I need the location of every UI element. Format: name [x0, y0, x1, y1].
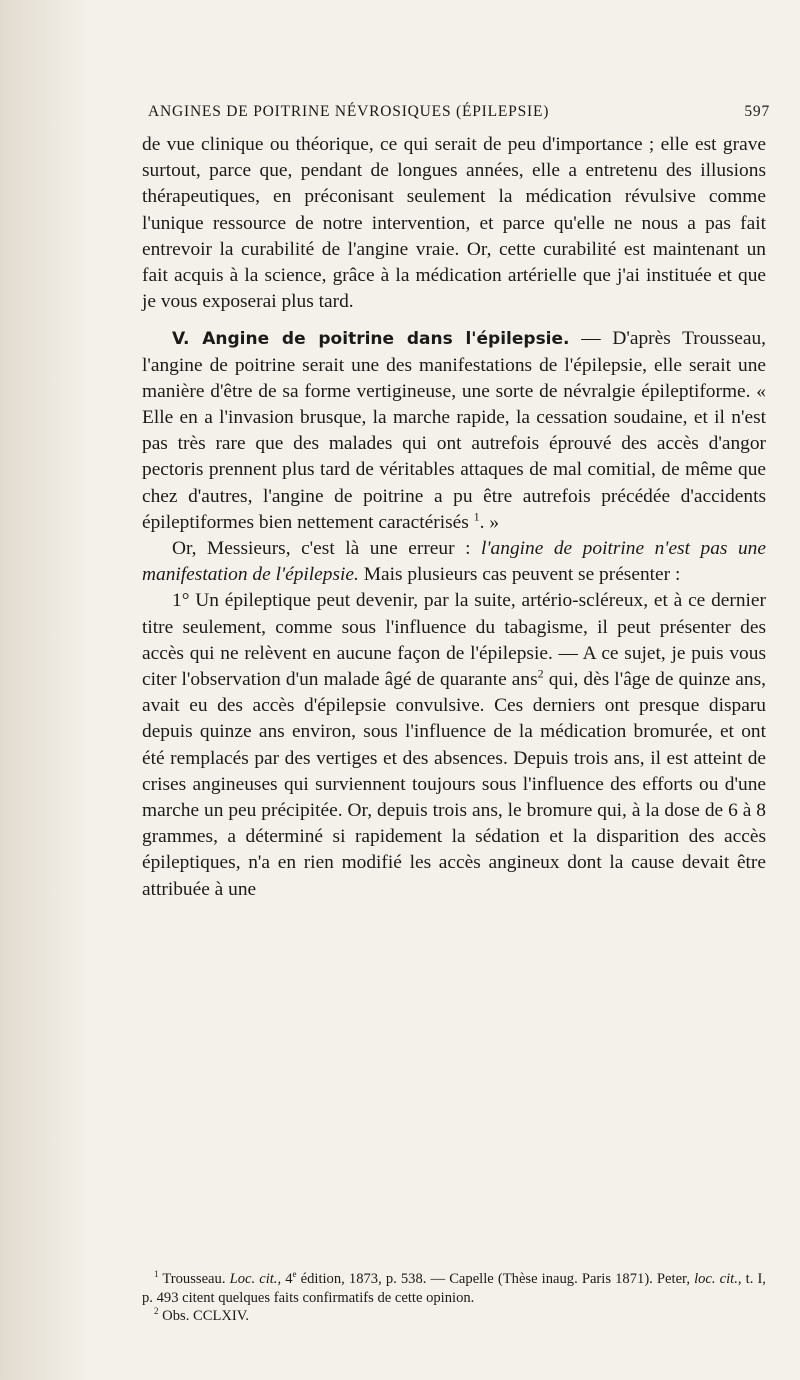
paragraph-2-end: . » [479, 511, 500, 533]
paragraph-3-end: Mais plusieurs cas peuvent se présenter : [358, 564, 681, 586]
footnote-2-text: Obs. CCLXIV. [158, 1308, 250, 1324]
footnotes [142, 1270, 766, 1326]
footnote-2-mark: 2 [154, 1306, 159, 1317]
running-head: ANGINES DE POITRINE NÉVROSIQUES (ÉPILEPSIE) [148, 103, 550, 120]
footnote-1 [142, 1270, 766, 1307]
footnote-1-text-c: édition, 1873, p. 538. — Capelle (Thèse inaug. Paris 1871). Peter, [296, 1271, 695, 1287]
body-text [142, 132, 766, 903]
section-title-v: V. Angine de poitrine dans l'épilepsie. [172, 329, 570, 350]
paragraph-4-text-b: qui, dès l'âge de quinze ans, avait eu des accès d'épilepsie convulsive. Ces derniers ont presque disparu depuis quinze ans environ, sous l'influence de la médication bromurée, et ont été remplacés par des vertiges et des absences. Depuis trois ans, il est atteint de crises angineuses qui surviennent toujours sous l'influence des efforts ou d'une marche un peu précipitée. Or, depuis trois ans, le bromure qui, à la dose de 6 à 8 grammes, a déterminé si rapidement la sédation et la disparition des accès épileptiques, n'a en rien modifié les accès angineux dont la cause devait être attribuée à une [142, 669, 766, 900]
paragraph-2 [142, 326, 766, 536]
paragraph-3-emphasis: l'angine de poitrine n'est pas une manifestation de l'épilepsie. [142, 538, 766, 586]
footnote-1-edition-sup: e [292, 1269, 297, 1280]
footnote-1-text-a: Trousseau. [158, 1271, 230, 1287]
paragraph-4-text-a: 1° Un épileptique peut devenir, par la suite, artério-scléreux, et à ce dernier titre seulement, comme sous l'influence du tabagisme, il peut présenter des accès qui ne relèvent en aucune façon de l'épilepsie. — A ce sujet, je puis vous citer l'observation d'un malade âgé de quarante ans [142, 590, 766, 691]
footnote-1-text-b: , 4 [277, 1271, 293, 1287]
footnote-2 [142, 1307, 766, 1326]
footnote-1-text-d: , t. I, p. 493 citent quelques faits confirmatifs de cette opinion. [142, 1271, 766, 1306]
footnote-ref-2: 2 [537, 666, 544, 681]
paragraph-3 [142, 536, 766, 588]
paragraph-2-text: — D'après Trousseau, l'angine de poitrine serait une des manifestations de l'épilepsie, elle serait une manière d'être de sa forme vertigineuse, une sorte de névralgie épileptiforme. « Elle en a l'invasion brusque, la marche rapide, la cessation soudaine, et il n'est pas très rare que des malades qui ont autrefois éprouvé des accès d'angor pectoris prennent plus tard de véritables attaques de mal comitial, de même que chez d'autres, l'angine de poitrine a pu être autrefois précédée d'accidents épileptiformes bien nettement caractérisés [142, 328, 766, 533]
page-header [110, 103, 770, 127]
footnote-ref-1: 1 [473, 509, 480, 524]
footnote-1-loc-cit-2: loc. cit. [694, 1271, 738, 1287]
paragraph-4 [142, 588, 766, 902]
paragraph-1-text: de vue clinique ou théorique, ce qui serait de peu d'importance ; elle est grave surtout, parce que, pendant de longues années, elle a entretenu des illusions thérapeutiques, en préconisant seulement la médication révulsive comme l'unique ressource de notre intervention, et parce qu'elle ne nous a pas fait entrevoir la curabilité de l'angine vraie. Or, cette curabilité est maintenant un fait acquis à la science, grâce à la médication artérielle que j'ai instituée et que je vous exposerai plus tard. [142, 134, 766, 313]
footnote-1-loc-cit: Loc. cit. [229, 1271, 278, 1287]
paragraph-3-start: Or, Messieurs, c'est là une erreur : [172, 538, 482, 560]
page-number: 597 [744, 103, 770, 120]
footnote-1-mark: 1 [154, 1269, 159, 1280]
paragraph-1 [142, 132, 766, 315]
